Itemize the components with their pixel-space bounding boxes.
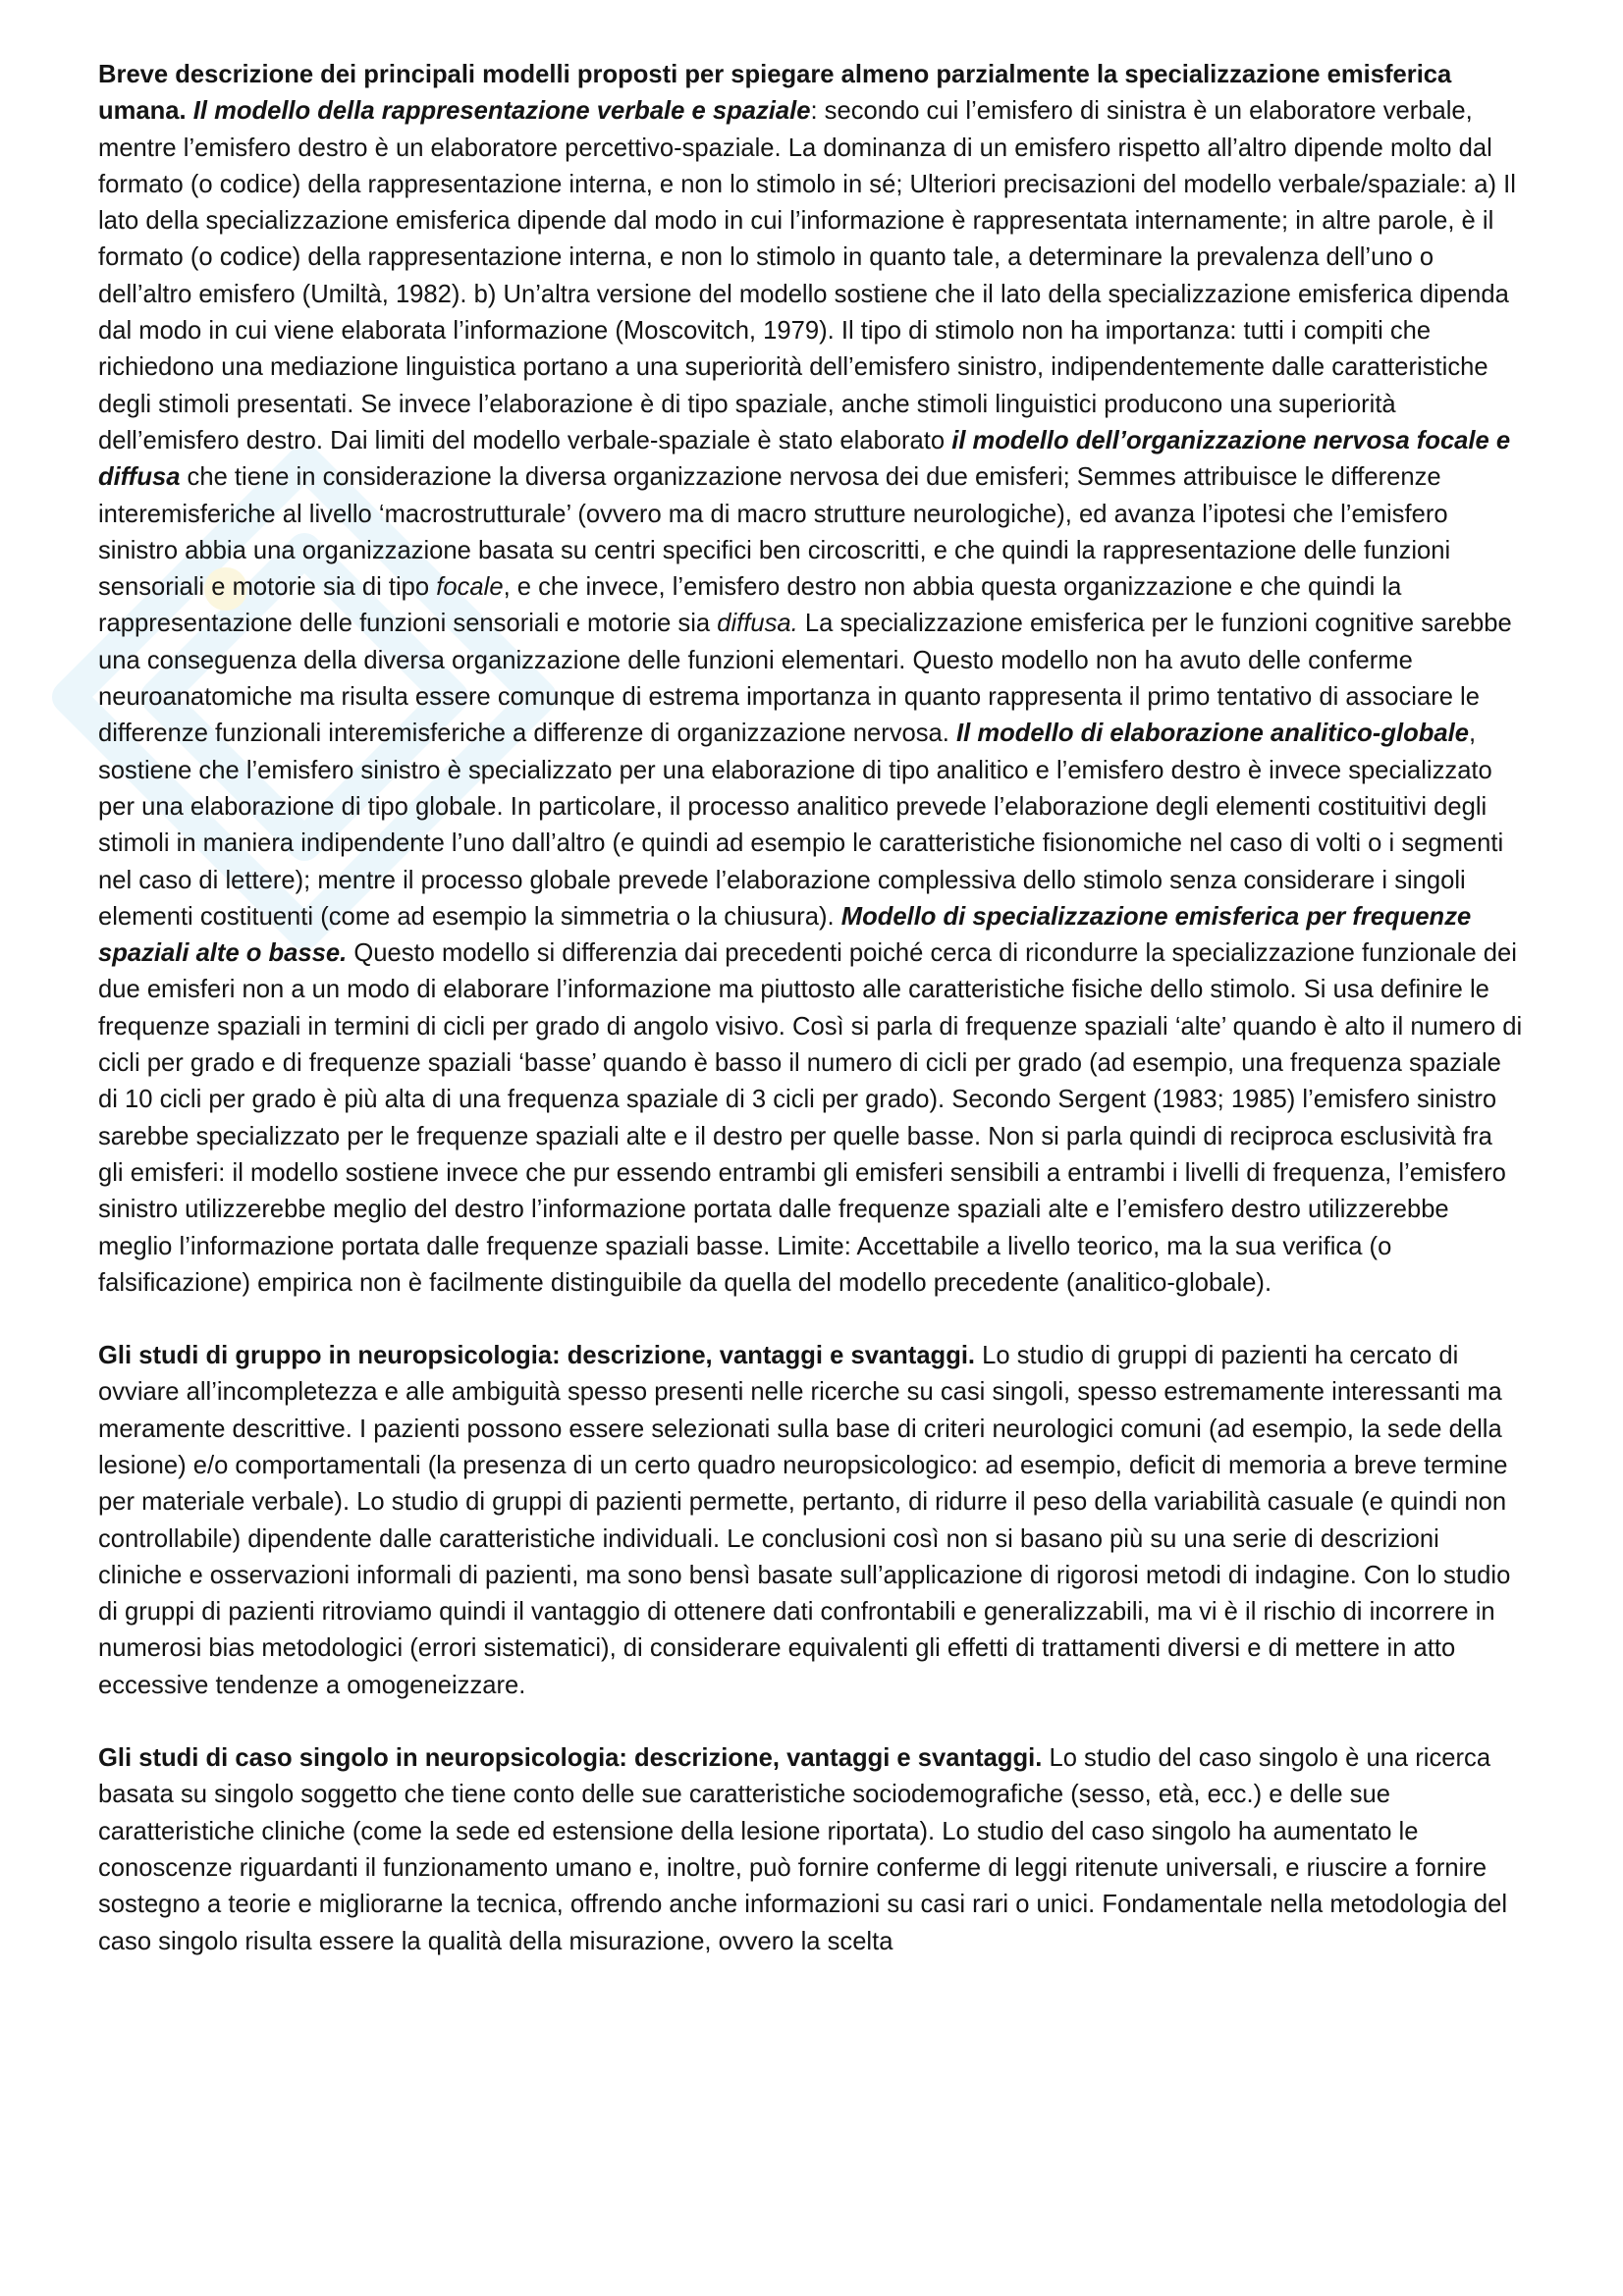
body-text: , e che invece, l’emisfero destro non abbia questa organizzazione e che quindi la rappresentazione delle funzioni sensoriali e motorie sia xyxy=(98,573,1402,638)
body-text xyxy=(187,97,193,125)
heading-text: Gli studi di caso singolo in neuropsicologia: descrizione, vantaggi e svantaggi. xyxy=(98,1744,1043,1773)
heading-text: Il modello di elaborazione analitico-globale xyxy=(956,720,1469,748)
body-text: La specializzazione emisferica per le funzioni cognitive sarebbe una conseguenza della diversa organizzazione delle funzioni elementari. Questo modello non ha avuto delle conferme neuroanatomiche ma risulta essere comunque di estrema importanza in quanto rappresenta il primo tentativo di associare le differenze funzionali interemisferiche a differenze di organizzazione nervosa. xyxy=(98,610,1512,748)
section-group-studies xyxy=(98,1338,1524,1704)
heading-text: Il modello della rappresentazione verbale e spaziale xyxy=(192,97,811,126)
section-single-case-studies xyxy=(98,1740,1524,1960)
body-text: : secondo cui l’emisfero di sinistra è un elaboratore verbale, mentre l’emisfero destro è un elaboratore percettivo-spaziale. La dominanza di un emisfero rispetto all’altro dipende molto dal formato (o codice) della rappresentazione interna, e non lo stimolo in sé; Ulteriori precisazioni del modello verbale/spaziale: a) Il lato della specializzazione emisferica dipende dal modo in cui l’informazione è rappresentata internamente; in altre parole, è il formato (o codice) della rappresentazione interna, e non lo stimolo in quanto tale, a determinare la prevalenza dell’uno o dell’altro emisfero (Umiltà, 1982). b) Un’altra versione del modello sostiene che il lato della specializzazione emisferica dipenda dal modo in cui viene elaborata l’informazione (Moscovitch, 1979). Il tipo di stimolo non ha importanza: tutti i compiti che richiedono una mediazione linguistica portano a una superiorità dell’emisfero sinistro, indipendentemente dalle caratteristiche degli stimoli presentati. Se invece l’elaborazione è di tipo spaziale, anche stimoli linguistici producono una superiorità dell’emisfero destro. Dai limiti del modello verbale-spaziale è stato elaborato xyxy=(98,97,1516,454)
body-text: , sostiene che l’emisfero sinistro è specializzato per una elaborazione di tipo analitico e l’emisfero destro è invece specializzato per una elaborazione di tipo globale. In particolare, il processo analitico prevede l’elaborazione degli elementi costituitivi degli stimoli in maniera indipendente l’uno dall’altro (e quindi ad esempio le caratteristiche fisionomiche nel caso di volti o i segmenti nel caso di lettere); mentre il processo globale prevede l’elaborazione complessiva dello stimolo senza considerare i singoli elementi costituenti (come ad esempio la simmetria o la chiusura). xyxy=(98,720,1504,931)
body-text: che tiene in considerazione la diversa organizzazione nervosa dei due emisferi; Semmes attribuisce le differenze interemisferiche al livello ‘macrostrutturale’ (ovvero ma di macro strutture neurologiche), ed avanza l’ipotesi che l’emisfero sinistro abbia una organizzazione basata su centri specifici ben circoscritti, e che quindi la rappresentazione delle funzioni sensoriali e motorie sia di tipo xyxy=(98,463,1451,602)
body-text: Lo studio di gruppi di pazienti ha cercato di ovviare all’incompletezza e alle ambiguità spesso presenti nelle ricerche su casi singoli, spesso estremamente interessanti ma meramente descrittive. I pazienti possono essere selezionati sulla base di criteri neurologici comuni (ad esempio, la sede della lesione) e/o comportamentali (la presenza di un certo quadro neuropsicologico: ad esempio, deficit di memoria a breve termine per materiale verbale). Lo studio di gruppi di pazienti permette, pertanto, di ridurre il peso della variabilità casuale (e quindi non controllabile) dipendente dalle caratteristiche individuali. Le conclusioni così non si basano più su una serie di descrizioni cliniche e osservazioni informali di pazienti, ma sono bensì basate sull’applicazione di rigorosi metodi di indagine. Con lo studio di gruppi di pazienti ritroviamo quindi il vantaggio di ottenere dati confrontabili e generalizzabili, ma vi è il rischio di incorrere in numerosi bias metodologici (errori sistematici), di considerare equivalenti gli effetti di trattamenti diversi e di mettere in atto eccessive tendenze a omogeneizzare. xyxy=(98,1342,1511,1699)
heading-text: Breve descrizione dei principali modelli proposti per spiegare almeno parzialmente la specializzazione emisferica umana. xyxy=(98,61,1452,126)
heading-text: diffusa. xyxy=(717,610,798,638)
heading-text: il modello dell’organizzazione nervosa focale e diffusa xyxy=(98,426,1511,492)
body-text: Lo studio del caso singolo è una ricerca basata su singolo soggetto che tiene conto delle sue caratteristiche sociodemografiche (sesso, età, ecc.) e delle sue caratteristiche cliniche (come la sede ed estensione della lesione riportata). Lo studio del caso singolo ha aumentato le conoscenze riguardanti il funzionamento umano e, inoltre, può fornire conferme di leggi ritenute universali, e riuscire a fornire sostegno a teorie e migliorarne la tecnica, offrendo anche informazioni su casi rari o unici. Fondamentale nella metodologia del caso singolo risulta essere la qualità della misurazione, ovvero la scelta xyxy=(98,1744,1508,1955)
heading-text: Modello di specializzazione emisferica per frequenze spaziali alte o basse. xyxy=(98,902,1472,968)
heading-text: focale xyxy=(436,573,504,602)
heading-text: Gli studi di gruppo in neuropsicologia: descrizione, vantaggi e svantaggi. xyxy=(98,1342,976,1370)
document-body xyxy=(98,57,1524,1997)
body-text: Questo modello si differenzia dai precedenti poiché cerca di ricondurre la specializzazione funzionale dei due emisferi non a un modo di elaborare l’informazione ma piuttosto alle caratteristiche fisiche dello stimolo. Si usa definire le frequenze spaziali in termini di cicli per grado di angolo visivo. Così si parla di frequenze spaziali ‘alte’ quando è alto il numero di cicli per grado e di frequenze spaziali ‘basse’ quando è basso il numero di cicli per grado (ad esempio, una frequenza spaziale di 10 cicli per grado è più alta di una frequenza spaziale di 3 cicli per grado). Secondo Sergent (1983; 1985) l’emisfero sinistro sarebbe specializzato per le frequenze spaziali alte e il destro per quelle basse. Non si parla quindi di reciproca esclusività fra gli emisferi: il modello sostiene invece che pur essendo entrambi gli emisferi sensibili a entrambi i livelli di frequenza, l’emisfero sinistro utilizzerebbe meglio del destro l’informazione portata dalle frequenze spaziali alte e l’emisfero destro utilizzerebbe meglio l’informazione portata dalle frequenze spaziali basse. Limite: Accettabile a livello teorico, ma la sua verifica (o falsificazione) empirica non è facilmente distinguibile da quella del modello precedente (analitico-globale). xyxy=(98,939,1523,1297)
section-hemispheric-models xyxy=(98,57,1524,1302)
